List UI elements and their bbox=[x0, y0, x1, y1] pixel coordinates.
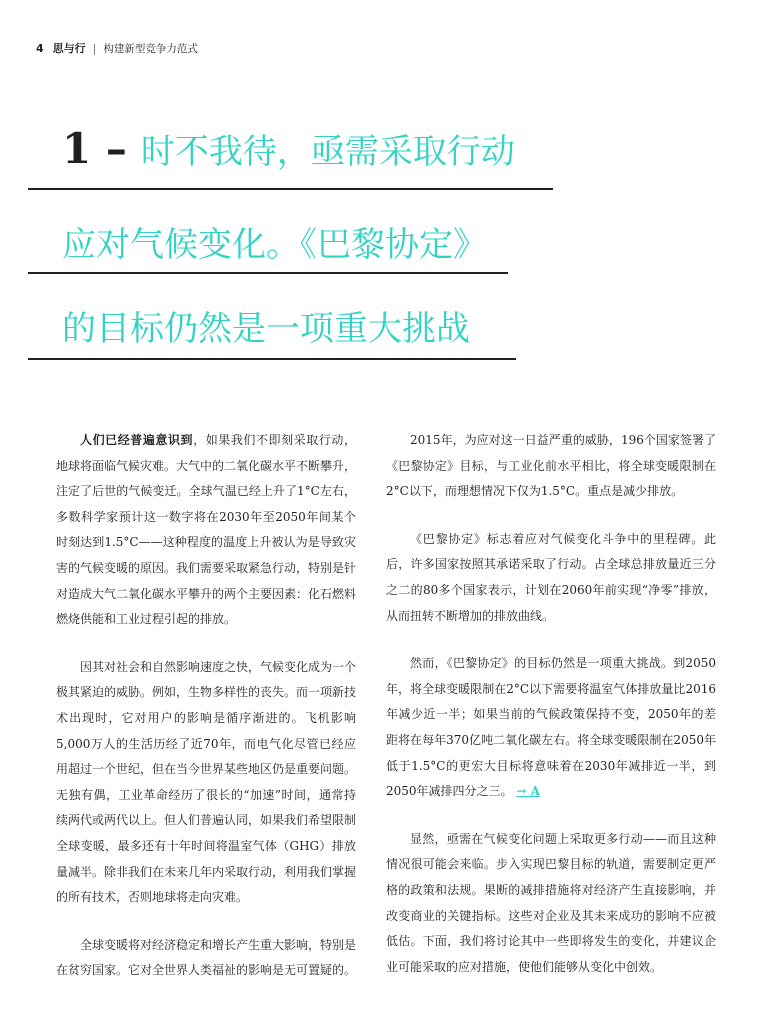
paragraph: 全球变暖将对经济稳定和增长产生重大影响，特别是在贫穷国家。它对全世界人类福祉的影响是无可置疑的。 bbox=[56, 937, 357, 978]
running-header bbox=[36, 38, 198, 58]
title-text-3: 的目标仍然是一项重大挑战 bbox=[62, 309, 470, 349]
paragraph: 人们已经普遍意识到，如果我们不即刻采取行动，地球将面临气候灾难。大气中的二氧化碳水平不断攀升，注定了后世的气候变迁。全球气温已经上升了1°C左右，多数科学家预计这一数字将在2030年至2050年间某个时刻达到1.5°C——这种程度的温度上升被认为是导致灾害的气候变暖的原因。我们需要采取紧急行动，特别是针对造成大气二氧化碳水平攀升的两个主要因素：化石燃料燃烧供能和工业过程引起的排放。 bbox=[56, 433, 357, 627]
title-rule-1 bbox=[28, 188, 553, 190]
right-text-column bbox=[386, 428, 716, 1002]
title-rule-2 bbox=[28, 272, 508, 274]
report-subtitle: 构建新型竞争力范式 bbox=[103, 42, 198, 55]
title-text-2: 应对气候变化。《巴黎协定》 bbox=[62, 225, 487, 265]
chapter-title-line-2 bbox=[62, 224, 487, 266]
chapter-title-line-3 bbox=[62, 308, 470, 350]
paragraph: 然而，《巴黎协定》的目标仍然是一项重大挑战。到2050年，将全球变暖限制在2°C以下需要将温室气体排放量比2016年减少近一半；如果当前的气候政策保持不变，2050年的差距将在每年370亿吨二氧化碳左右。将全球变暖限制在2050年低于1.5°C的更宏大目标将意味着在2030年减排近一半，到2050年减排四分之三。 → A bbox=[386, 656, 716, 799]
exhibit-a-link[interactable]: → A bbox=[516, 784, 540, 799]
paragraph: 2015年，为应对这一日益严重的威胁，196个国家签署了《巴黎协定》目标，与工业化前水平相比，将全球变暖限制在2°C以下，而理想情况下仅为1.5°C。重点是减少排放。 bbox=[386, 433, 716, 499]
page-number: 4 bbox=[36, 41, 44, 55]
left-text-column bbox=[56, 428, 356, 1006]
title-rule-3 bbox=[28, 358, 516, 360]
title-text-1: 时不我待，亟需采取行动 bbox=[140, 132, 515, 172]
paragraph: 《巴黎协定》标志着应对气候变化斗争中的里程碑。此后，许多国家按照其承诺采取了行动。占全球总排放量近三分之二的80多个国家表示，计划在2060年前实现“净零”排放，从而扭转不断增加的排放曲线。 bbox=[386, 531, 716, 623]
lead-in: 人们已经普遍意识到 bbox=[80, 433, 194, 447]
header-separator: | bbox=[92, 41, 97, 55]
paragraph: 显然，亟需在气候变化问题上采取更多行动——而且这种情况很可能会来临。步入实现巴黎目标的轨道，需要制定更严格的政策和法规。果断的减排措施将对经济产生直接影响，并改变商业的关键指标。这些对企业及其未来成功的影响不应被低估。下面，我们将讨论其中一些即将发生的变化，并建议企业可能采取的应对措施，使他们能够从变化中创效。 bbox=[386, 831, 716, 974]
chapter-number: 1 – bbox=[62, 124, 127, 173]
chapter-title-line-1 bbox=[62, 124, 515, 173]
paragraph: 因其对社会和自然影响速度之快，气候变化成为一个极其紧迫的威胁。例如，生物多样性的丧失。而一项新技术出现时，它对用户的影响是循序渐进的。飞机影响5,000万人的生活历经了近70年，而电气化尽管已经应用超过一个世纪，但在当今世界某些地区仍是重要问题。无独有偶，工业革命经历了很长的“加速”时间，通常持续两代或两代以上。但人们普遍认同，如果我们希望限制全球变暖，最多还有十年时间将温室气体（GHG）排放量减半。除非我们在未来几年内采取行动，利用我们掌握的所有技术，否则地球将走向灾难。 bbox=[56, 659, 357, 905]
brand-name: 思与行 bbox=[52, 42, 86, 55]
